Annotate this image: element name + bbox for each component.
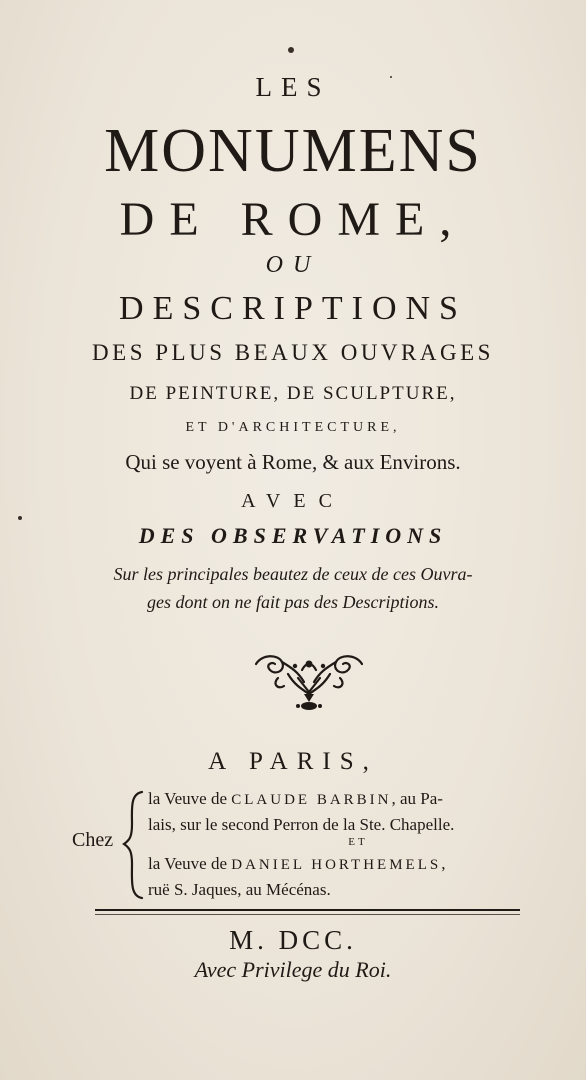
title-ou: OU <box>265 252 321 278</box>
subtitle-observations: DES OBSERVATIONS <box>138 523 448 548</box>
printers-ornament <box>248 648 370 714</box>
ink-speck <box>18 516 22 520</box>
divider-rule-thin <box>95 914 520 915</box>
divider-rule <box>95 909 520 911</box>
imprint-line-3-a: la Veuve de <box>148 854 232 873</box>
title-de-rome: DE ROME, <box>119 193 467 246</box>
printer-name-barbin: CLAUDE BARBIN <box>231 792 392 808</box>
subtitle-architecture: ET D'ARCHITECTURE, <box>185 420 401 435</box>
subtitle-sur-line1: Sur les principales beautez de ceux de ces Ouvra- <box>113 564 473 584</box>
privilege-line: Avec Privilege du Roi. <box>194 957 392 982</box>
imprint-addresses <box>148 787 568 901</box>
title-monumens: MONUMENS <box>104 117 482 185</box>
imprint-line-3 <box>148 852 568 878</box>
title-descriptions: DESCRIPTIONS <box>119 290 467 327</box>
subtitle-sur-line2: ges dont on ne fait pas des Descriptions. <box>147 592 439 612</box>
ink-speck <box>288 47 294 53</box>
imprint-line-2: lais, sur le second Perron de la Ste. Chapelle. <box>148 814 455 834</box>
imprint-line-4: ruë S. Jaques, au Mécénas. <box>148 879 331 899</box>
title-les: LES <box>255 72 331 102</box>
ink-speck <box>390 76 392 78</box>
printer-name-horthemels: DANIEL HORTHEMELS <box>231 857 442 873</box>
imprint-line-1-c: , au Pa- <box>391 789 443 808</box>
subtitle-qui: Qui se voyent à Rome, & aux Environs. <box>125 450 461 474</box>
subtitle-avec: AVEC <box>241 490 345 512</box>
imprint-line-1-a: la Veuve de <box>148 789 232 808</box>
imprint-line-3-c: , <box>441 854 446 873</box>
publication-date: M. DCC. <box>229 925 357 955</box>
subtitle-peinture: DE PEINTURE, DE SCULPTURE, <box>129 383 457 404</box>
subtitle-plus-beaux: DES PLUS BEAUX OUVRAGES <box>92 340 494 365</box>
imprint-line-1 <box>148 787 568 813</box>
curly-brace <box>122 790 144 900</box>
imprint-city: A PARIS, <box>208 748 378 775</box>
imprint-chez: Chez <box>72 829 114 851</box>
imprint-et: ET <box>348 836 368 848</box>
